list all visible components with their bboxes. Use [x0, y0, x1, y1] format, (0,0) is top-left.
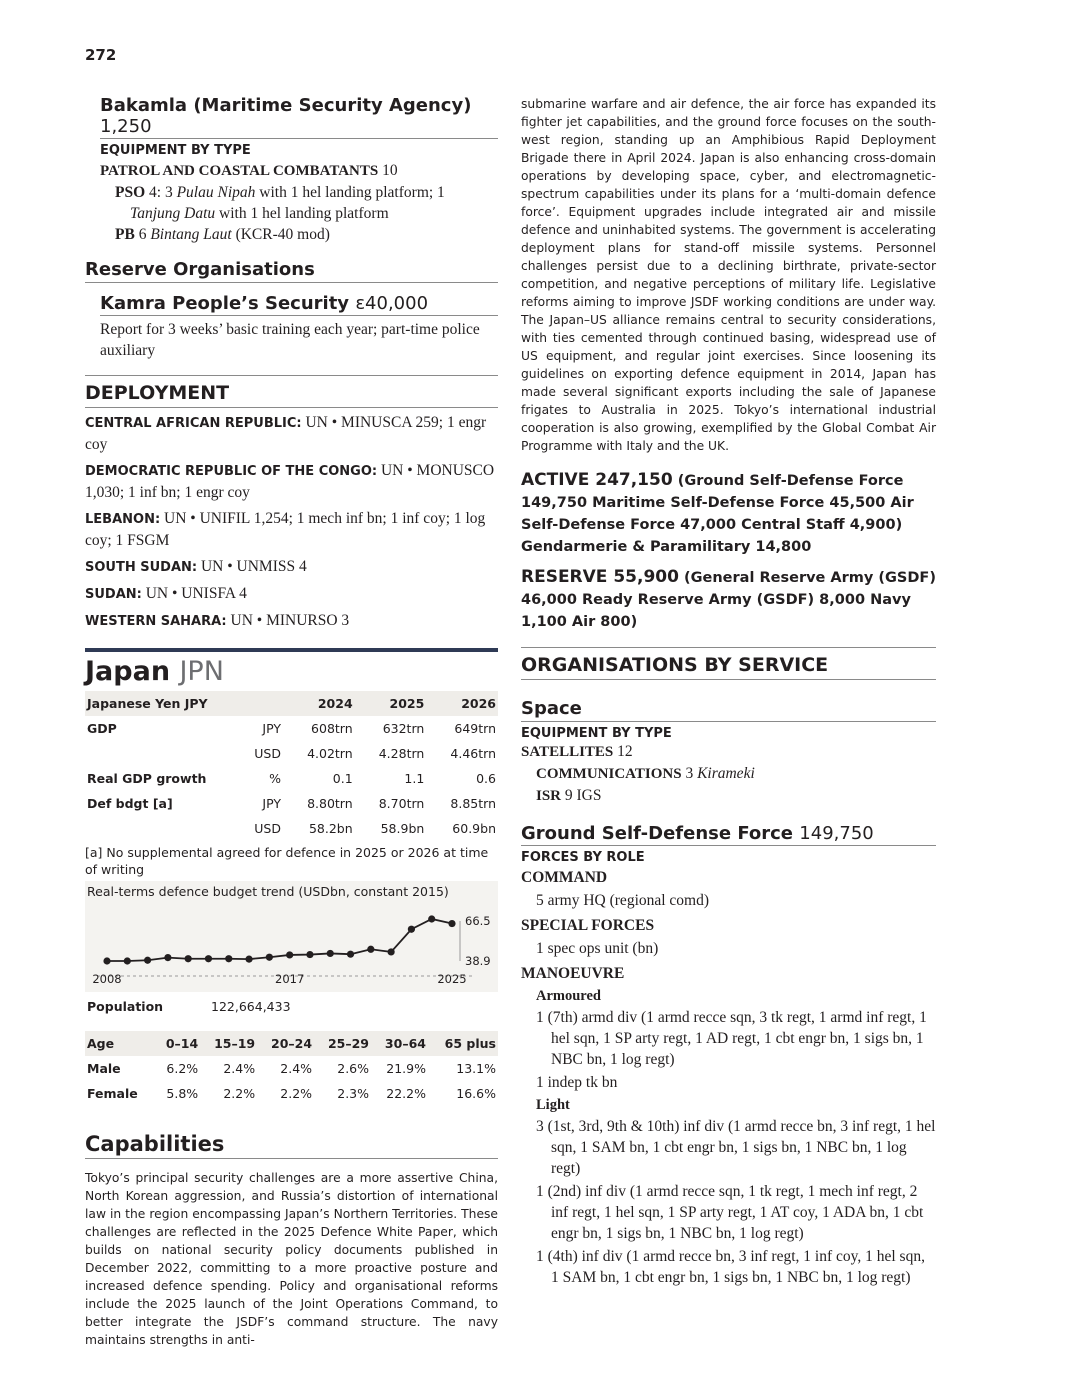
age-cell: 21.9%	[386, 1061, 426, 1076]
econ-cell: 1.1	[404, 771, 425, 786]
econ-note: [a] No supplemental agreed for defence in 2025 or 2026 at time of writing	[85, 845, 489, 877]
active-total: ACTIVE 247,150	[521, 470, 673, 490]
economic-table	[85, 691, 498, 841]
light-list	[521, 1116, 936, 1288]
age-cell: 16.6%	[456, 1086, 496, 1101]
unit-item: 1 (4th) inf div (1 armd recce bn, 3 inf regt, 1 inf coy, 1 hel sqn, 1 SAM bn, 1 cbt engr bn, 1 sigs bn, 1 NBC bn, 1 log regt)	[536, 1248, 925, 1286]
org-name: Kamra People’s Security	[100, 293, 350, 314]
chart-point	[164, 954, 171, 961]
deployment-item	[85, 610, 498, 632]
pso-text: 4: 3	[145, 184, 177, 201]
chart-x-label: 2025	[437, 972, 467, 985]
deployment-country: SOUTH SUDAN:	[85, 560, 198, 575]
chart-point	[245, 956, 252, 963]
unit-item: 1 (2nd) inf div (1 armd recce sqn, 1 tk regt, 1 mech inf regt, 2 inf regt, 1 hel sqn, 1 SP arty regt, 1 AT coy, 1 ADA bn, 1 cbt engr bn, 1 sigs bn, 1 NBC bn, 1 log regt)	[536, 1183, 924, 1242]
age-cell: 2.2%	[223, 1086, 256, 1101]
deployment-detail: UN • MINURSO 3	[226, 612, 350, 629]
econ-header-cell	[239, 691, 283, 716]
chart-point	[367, 946, 374, 953]
age-cell: 2.4%	[223, 1061, 256, 1076]
capabilities-continued: submarine warfare and air defence, the air force has expanded its fighter jet capabilities, and the ground force focuses on the south-west region, standing up an Amphibious Rapid Deployment Brigade there in April 2024. Japan is also enhancing cross-domain operations by developing space, cyber, and electromagnetic-spectrum capabilities under its plans for a ‘multi-domain defence force’. Equipment upgrades include integrated air and missile defence and uninhabited systems. The government is accelerating deployment plans for stand-off missile systems. Personnel challenges persist due to a declining birthrate, private-sector competition, and negative perceptions of military life. Legislative reforms aiming to improve JSDF working conditions are under way. The Japan–US alliance remains central to security considerations, with ties cemented through continued basing, widespread use of US equipment, and regular joint exercises. Since loosening its guidelines on exporting defence equipment in 2014, Japan has made several significant exports including the sale of Japanese frigates to Australia in 2025. Tokyo’s international industrial cooperation is also growing, exemplified by the Global Combat Air Programme with Italy and the UK.	[521, 97, 936, 453]
chart-point	[225, 955, 232, 962]
bakamla-section	[85, 95, 498, 245]
special-forces-text: 1 spec ops unit (bn)	[536, 940, 659, 957]
patrol-line	[100, 160, 498, 182]
right-column	[521, 95, 936, 1290]
econ-cell: 4.46trn	[450, 746, 496, 761]
armoured-list	[521, 1007, 936, 1093]
econ-cell: JPY	[262, 721, 281, 736]
econ-cell: 60.9bn	[452, 821, 496, 836]
deployment-country: DEMOCRATIC REPUBLIC OF THE CONGO:	[85, 464, 378, 479]
deployment-country: WESTERN SAHARA:	[85, 614, 227, 629]
age-header-cell: 15–19	[200, 1031, 257, 1056]
deployment-detail: UN • UNIFIL 1,254; 1 mech inf bn; 1 inf coy; 1 log coy; 1 FSGM	[85, 510, 486, 549]
pso-line	[100, 182, 498, 224]
econ-cell: 8.70trn	[378, 796, 425, 811]
deployment-item	[85, 412, 498, 455]
deployment-heading: DEPLOYMENT	[85, 375, 498, 408]
population-label: Population	[87, 999, 164, 1014]
comms-line	[521, 763, 936, 785]
population-table	[85, 994, 498, 1019]
age-cell: 2.2%	[280, 1086, 313, 1101]
budget-chart-svg	[87, 899, 496, 985]
chart-series-line	[107, 919, 452, 961]
chart-y-label: 66.5	[465, 914, 491, 928]
page-number: 272	[85, 46, 117, 64]
active-summary	[521, 469, 936, 558]
reserve-heading: Reserve Organisations	[85, 259, 498, 283]
econ-cell: %	[269, 771, 281, 786]
deployment-country: LEBANON:	[85, 512, 161, 527]
age-header-cell: 0–14	[154, 1031, 200, 1056]
chart-point	[144, 957, 151, 964]
forces-by-role-label: FORCES BY ROLE	[521, 850, 645, 865]
chart-x-label: 2017	[275, 972, 305, 985]
satellites-line	[521, 741, 936, 763]
age-header-cell: 30–64	[371, 1031, 428, 1056]
deployment-list	[85, 412, 498, 632]
budget-chart	[85, 881, 498, 992]
kamra-section	[85, 293, 498, 361]
age-cell: 2.3%	[337, 1086, 370, 1101]
age-cell: 2.6%	[337, 1061, 370, 1076]
capabilities-text: Tokyo’s principal security challenges are a more assertive China, North Korean aggression, and Russia’s distortion of international law in the region encompassing Japan’s Northern Territories. These challenges are reflected in the 2025 Defence White Paper, which builds on national security policy documents published in December 2022, committing to a more proactive posture and increased defence spending. Policy and organisational reforms include the 2025 launch of the Joint Operations Command, to better integrate the JSDF’s command structure. The navy maintains strengths in anti-	[85, 1171, 498, 1347]
econ-row	[85, 716, 498, 741]
chart-point	[448, 920, 455, 927]
unit-item: 1 (7th) armd div (1 armd recce sqn, 3 tk regt, 1 armd inf regt, 1 hel sqn, 1 SP arty regt, 1 AD regt, 1 cbt engr bn, 1 sigs bn, 1 NBC bn, 1 log regt)	[536, 1009, 927, 1068]
deployment-country: CENTRAL AFRICAN REPUBLIC:	[85, 416, 302, 431]
unit-item: 3 (1st, 3rd, 9th & 10th) inf div (1 armd recce bn, 3 inf regt, 1 hel sqn, 1 SAM bn, 1 cbt engr bn, 1 sigs bn, 1 NBC bn, 1 log regt)	[536, 1118, 936, 1177]
chart-point	[428, 915, 435, 922]
isr-label: ISR	[536, 788, 562, 804]
reserve-total: RESERVE 55,900	[521, 567, 679, 587]
org-name: Bakamla (Maritime Security Agency)	[100, 95, 472, 116]
chart-x-label: 2008	[92, 972, 122, 985]
org-strength: ε40,000	[355, 293, 429, 314]
age-cell: 5.8%	[166, 1086, 199, 1101]
age-header-cell: 20–24	[257, 1031, 314, 1056]
chart-point	[205, 955, 212, 962]
light-label: Light	[536, 1097, 570, 1113]
age-cell: Male	[87, 1061, 121, 1076]
econ-cell: GDP	[87, 721, 117, 736]
space-equipment-label: EQUIPMENT BY TYPE	[521, 726, 672, 741]
pso-text: with 1 hel landing platform	[215, 205, 389, 222]
econ-header-cell: 2025	[355, 691, 427, 716]
manoeuvre-label: MANOEUVRE	[521, 965, 625, 982]
pb-text: (KCR-40 mod)	[231, 226, 330, 243]
chart-point	[185, 955, 192, 962]
econ-row	[85, 766, 498, 791]
org-name: Ground Self-Defense Force	[521, 823, 794, 844]
econ-cell: 608trn	[311, 721, 353, 736]
age-row	[85, 1081, 498, 1106]
econ-cell	[85, 816, 239, 841]
equipment-label: EQUIPMENT BY TYPE	[100, 143, 251, 158]
chart-point	[286, 951, 293, 958]
org-strength: 1,250	[100, 116, 152, 137]
pso-label: PSO	[115, 184, 146, 201]
deployment-item	[85, 508, 498, 551]
bakamla-heading	[100, 95, 498, 139]
command-label: COMMAND	[521, 869, 608, 886]
pso-class: Tanjung Datu	[130, 205, 216, 222]
country-code: JPN	[179, 656, 224, 687]
kamra-heading	[100, 293, 498, 316]
active-breakdown: (Ground Self-Defense Force 149,750 Maritime Self-Defense Force 45,500 Air Self-Defense Force 47,000 Central Staff 4,900) Gendarmerie & Paramilitary 14,800	[521, 473, 914, 555]
econ-header-cell: 2026	[426, 691, 498, 716]
econ-header-cell: 2024	[283, 691, 355, 716]
econ-row	[85, 816, 498, 841]
econ-cell: 4.02trn	[307, 746, 353, 761]
econ-header-row	[85, 691, 498, 716]
isr-line	[521, 785, 936, 807]
isr-text: 9 IGS	[561, 787, 602, 804]
chart-point	[327, 950, 334, 957]
pb-label: PB	[115, 226, 135, 243]
chart-point	[266, 954, 273, 961]
econ-cell: 0.6	[476, 771, 496, 786]
space-heading: Space	[521, 698, 936, 722]
chart-y-label: 38.9	[465, 954, 491, 968]
reserve-summary	[521, 566, 936, 633]
gsdf-heading	[521, 823, 936, 846]
patrol-label: PATROL AND COASTAL COMBATANTS	[100, 163, 379, 179]
age-cell: 13.1%	[456, 1061, 496, 1076]
pb-class: Bintang Laut	[150, 226, 232, 243]
econ-cell: JPY	[262, 796, 281, 811]
comms-class: Kirameki	[697, 765, 755, 782]
deployment-detail: UN • UNISFA 4	[141, 585, 247, 602]
econ-header-cell: Japanese Yen JPY	[85, 691, 239, 716]
unit-item: 1 indep tk bn	[536, 1074, 618, 1091]
econ-cell: 58.2bn	[308, 821, 353, 836]
age-cell: 2.4%	[280, 1061, 313, 1076]
chart-point	[306, 951, 313, 958]
econ-row	[85, 791, 498, 816]
comms-label: COMMUNICATIONS	[536, 766, 682, 782]
population-value: 122,664,433	[211, 999, 291, 1014]
country-title	[85, 656, 498, 687]
satellites-label: SATELLITES	[521, 744, 614, 760]
econ-cell: USD	[254, 746, 281, 761]
age-header-cell: 25–29	[314, 1031, 371, 1056]
econ-cell: USD	[254, 821, 281, 836]
chart-point	[103, 957, 110, 964]
age-row	[85, 1056, 498, 1081]
age-header-cell: Age	[85, 1031, 154, 1056]
chart-point	[347, 951, 354, 958]
econ-row	[85, 741, 498, 766]
capabilities-heading: Capabilities	[85, 1132, 498, 1159]
deployment-item	[85, 556, 498, 578]
deployment-detail: UN • MINUSCA 259; 1 engr coy	[85, 414, 487, 453]
econ-cell: 8.80trn	[307, 796, 353, 811]
econ-cell: 649trn	[454, 721, 496, 736]
pso-text: with 1 hel landing platform; 1	[255, 184, 445, 201]
orgs-heading: ORGANISATIONS BY SERVICE	[521, 647, 936, 680]
econ-cell: 632trn	[382, 721, 425, 736]
comms-text: 3	[681, 765, 698, 782]
age-cell: Female	[87, 1086, 138, 1101]
pso-class: Pulau Nipah	[176, 184, 256, 201]
command-text: 5 army HQ (regional comd)	[536, 892, 710, 909]
age-cell: 22.2%	[386, 1086, 426, 1101]
country-header	[85, 648, 498, 687]
chart-title: Real-terms defence budget trend (USDbn, constant 2015)	[87, 884, 449, 899]
deployment-detail: UN • MONUSCO 1,030; 1 inf bn; 1 engr coy	[85, 462, 495, 501]
country-name: Japan	[85, 656, 171, 687]
deployment-country: SUDAN:	[85, 587, 142, 602]
deployment-item	[85, 583, 498, 605]
econ-cell: 8.85trn	[450, 796, 496, 811]
econ-cell	[85, 741, 239, 766]
deployment-item	[85, 460, 498, 503]
age-table	[85, 1031, 498, 1106]
age-header-row	[85, 1031, 498, 1056]
age-header-cell: 65 plus	[428, 1031, 498, 1056]
pb-text: 6	[134, 226, 151, 243]
left-column	[85, 95, 498, 1349]
chart-point	[124, 957, 131, 964]
special-forces-label: SPECIAL FORCES	[521, 917, 655, 934]
kamra-desc: Report for 3 weeks’ basic training each year; part-time police auxiliary	[100, 321, 480, 359]
deployment-detail: UN • UNMISS 4	[197, 558, 307, 575]
econ-cell: 4.28trn	[378, 746, 425, 761]
econ-cell: Def bdgt [a]	[87, 796, 173, 811]
satellites-count: 12	[613, 743, 633, 760]
pb-line	[100, 224, 498, 245]
chart-point	[388, 948, 395, 955]
reserve-breakdown: (General Reserve Army (GSDF) 46,000 Ready Reserve Army (GSDF) 8,000 Navy 1,100 Air 800)	[521, 570, 936, 630]
org-strength: 149,750	[799, 823, 874, 844]
econ-cell: 0.1	[332, 771, 353, 786]
patrol-count: 10	[382, 162, 398, 179]
chart-point	[408, 926, 415, 933]
armoured-label: Armoured	[536, 988, 601, 1004]
econ-cell: 58.9bn	[380, 821, 425, 836]
age-cell: 6.2%	[166, 1061, 199, 1076]
econ-cell: Real GDP growth	[87, 771, 207, 786]
